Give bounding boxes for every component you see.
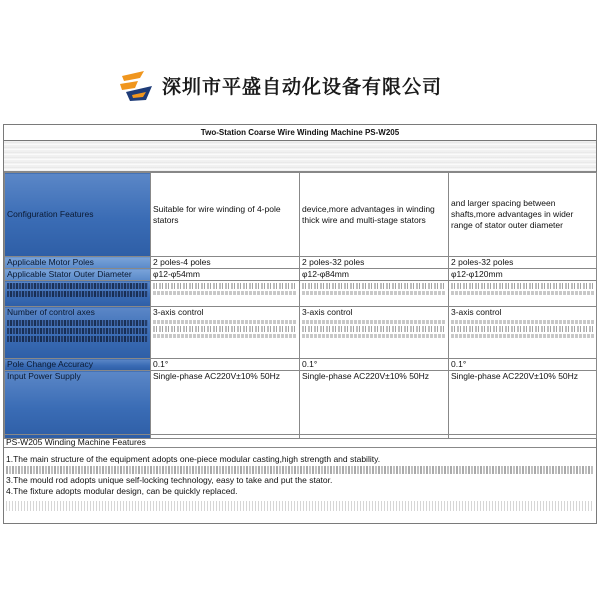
degraded-row xyxy=(5,281,597,307)
degraded-text xyxy=(6,466,594,474)
features-heading: PS-W205 Winding Machine Features xyxy=(4,434,596,448)
table-cell xyxy=(449,307,597,359)
table-cell: 0.1° xyxy=(300,359,449,371)
row-label-cell xyxy=(5,307,151,359)
table-row xyxy=(5,257,597,269)
table-cell: Suitable for wire winding of 4-pole stators xyxy=(151,173,300,257)
feature-item: 4.The fixture adopts modular design, can be quickly replaced. xyxy=(6,486,238,496)
row-label: Input Power Supply xyxy=(5,371,151,439)
spec-table xyxy=(4,172,597,439)
cell-text: 3-axis control xyxy=(302,307,353,317)
row-label: Configuration Features xyxy=(5,173,151,257)
table-cell: 0.1° xyxy=(151,359,300,371)
degraded-row xyxy=(4,141,596,172)
table-cell: Single-phase AC220V±10% 50Hz xyxy=(449,371,597,439)
cell-text: 3-axis control xyxy=(153,307,204,317)
row-label: Number of control axes xyxy=(7,307,95,317)
table-cell: and larger spacing between shafts,more advantages in wider range of stator outer diameter xyxy=(449,173,597,257)
table-cell: Single-phase AC220V±10% 50Hz xyxy=(300,371,449,439)
row-label: Applicable Stator Outer Diameter xyxy=(5,269,151,281)
company-name: 深圳市平盛自动化设备有限公司 xyxy=(162,76,443,98)
table-row xyxy=(5,173,597,257)
table-cell: 2 poles-4 poles xyxy=(151,257,300,269)
table-title: Two-Station Coarse Wire Winding Machine PS-W205 xyxy=(4,126,596,141)
winding-coil-logo-icon xyxy=(118,68,156,104)
table-cell: 0.1° xyxy=(449,359,597,371)
degraded-text xyxy=(6,501,594,511)
table-cell: 2 poles-32 poles xyxy=(449,257,597,269)
page-header xyxy=(0,0,600,120)
table-cell xyxy=(151,307,300,359)
table-cell: φ12-φ120mm xyxy=(449,269,597,281)
table-cell xyxy=(300,307,449,359)
table-cell: device,more advantages in winding thick wire and multi-stage stators xyxy=(300,173,449,257)
table-cell: φ12-φ54mm xyxy=(151,269,300,281)
table-row xyxy=(5,269,597,281)
table-cell: φ12-φ84mm xyxy=(300,269,449,281)
row-label: Pole Change Accuracy xyxy=(5,359,151,371)
row-label: Applicable Motor Poles xyxy=(5,257,151,269)
feature-item: 1.The main structure of the equipment adopts one-piece modular casting,high strength and stability. xyxy=(6,454,381,464)
feature-item: 3.The mould rod adopts unique self-locking technology, easy to take and put the stator. xyxy=(6,475,333,485)
cell-text: 3-axis control xyxy=(451,307,502,317)
table-cell: 2 poles-32 poles xyxy=(300,257,449,269)
table-row xyxy=(5,371,597,439)
features-list xyxy=(6,454,594,511)
table-row xyxy=(5,307,597,359)
table-cell: Single-phase AC220V±10% 50Hz xyxy=(151,371,300,439)
table-row xyxy=(5,359,597,371)
